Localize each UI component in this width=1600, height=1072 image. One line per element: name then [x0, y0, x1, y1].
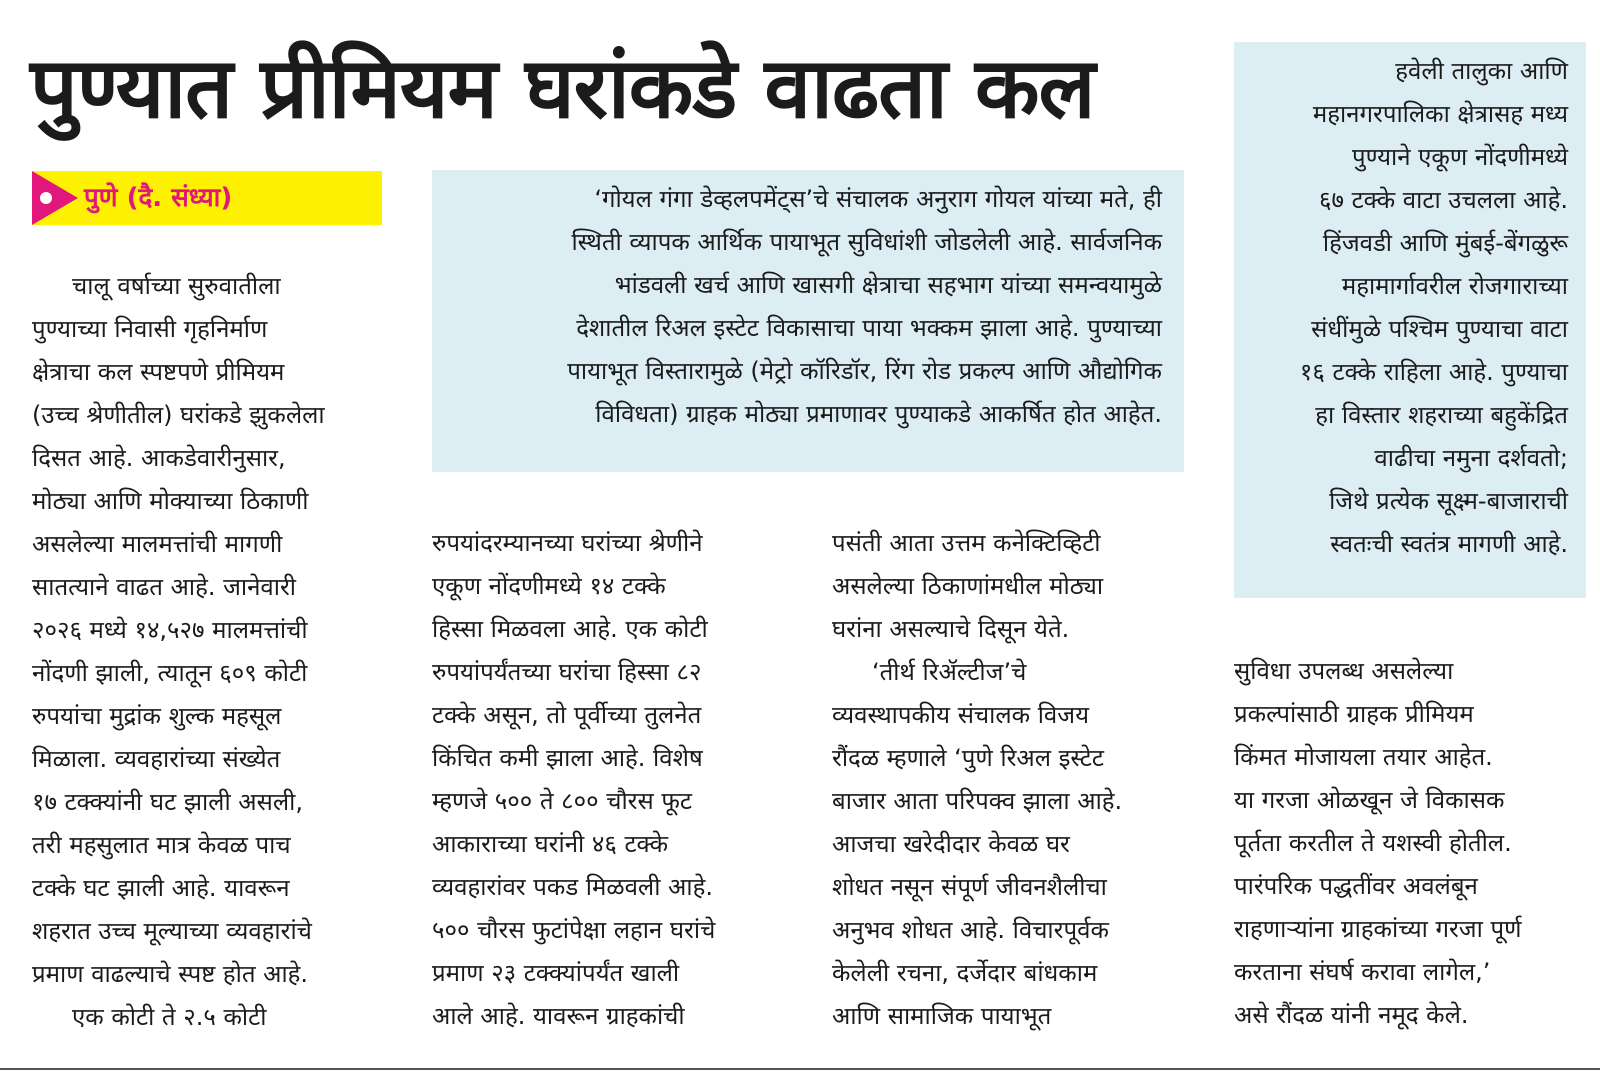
side-line: वाढीचा नमुना दर्शवतो; — [1374, 444, 1568, 472]
paragraph-line: तरी महसुलात मात्र केवळ पाच — [32, 831, 291, 859]
paragraph-line: सुविधा उपलब्ध असलेल्या — [1234, 657, 1454, 685]
paragraph-line: शहरात उच्च मूल्याच्या व्यवहारांचे — [32, 917, 312, 945]
paragraph-line: सातत्याने वाढत आहे. जानेवारी — [32, 573, 297, 601]
side-line: ६७ टक्के वाटा उचलला आहे. — [1318, 186, 1568, 214]
paragraph-line: आले आहे. यावरून ग्राहकांची — [432, 1002, 685, 1030]
paragraph-line: अनुभव शोधत आहे. विचारपूर्वक — [832, 916, 1109, 944]
paragraph-line: शोधत नसून संपूर्ण जीवनशैलीचा — [832, 873, 1107, 901]
paragraph-line: आणि सामाजिक पायाभूत — [832, 1002, 1052, 1030]
paragraph-line: पूर्तता करतील ते यशस्वी होतील. — [1234, 829, 1512, 857]
paragraph-line: केलेली रचना, दर्जेदार बांधकाम — [832, 959, 1098, 987]
column-3 — [832, 522, 1192, 1038]
quote-box-text — [440, 178, 1162, 436]
side-line: महानगरपालिका क्षेत्रासह मध्य — [1312, 100, 1568, 128]
paragraph-line: करताना संघर्ष करावा लागेल,’ — [1234, 958, 1491, 986]
side-line: हवेली तालुका आणि — [1395, 57, 1568, 85]
paragraph-line: (उच्च श्रेणीतील) घरांकडे झुकलेला — [32, 401, 325, 429]
paragraph-line: पसंती आता उत्तम कनेक्टिव्हिटी — [832, 529, 1101, 557]
headline: पुण्यात प्रीमियम घरांकडे वाढता कल — [30, 39, 1095, 137]
paragraph-line: ‘तीर्थ रिॲल्टीज’चे — [872, 658, 1027, 686]
paragraph-line: टक्के घट झाली आहे. यावरून — [32, 874, 290, 902]
quote-line: ‘गोयल गंगा डेव्हलपमेंट्स’चे संचालक अनुराग गोयल यांच्या मते, ही — [594, 185, 1162, 213]
paragraph-line: या गरजा ओळखून जे विकासक — [1234, 786, 1505, 814]
paragraph-line: नोंदणी झाली, त्यातून ६०९ कोटी — [32, 659, 308, 687]
quote-line: पायाभूत विस्तारामुळे (मेट्रो कॉरिडॉर, रिंग रोड प्रकल्प आणि औद्योगिक — [567, 357, 1162, 385]
paragraph-line: व्यवस्थापकीय संचालक विजय — [832, 701, 1090, 729]
paragraph-line: टक्के असून, तो पूर्वीच्या तुलनेत — [432, 701, 702, 729]
byline: पुणे (दै. संध्या) — [84, 183, 233, 213]
paragraph-line: किंचित कमी झाला आहे. विशेष — [432, 744, 703, 772]
quote-line: भांडवली खर्च आणि खासगी क्षेत्राचा सहभाग यांच्या समन्वयामुळे — [614, 271, 1162, 299]
column-2 — [432, 522, 792, 1038]
paragraph-line: रुपयांचा मुद्रांक शुल्क महसूल — [32, 702, 282, 730]
paragraph-line: असलेल्या ठिकाणांमधील मोठ्या — [832, 572, 1104, 600]
paragraph-line: बाजार आता परिपक्व झाला आहे. — [832, 787, 1123, 815]
paragraph-line: असलेल्या मालमत्तांची मागणी — [32, 530, 283, 558]
side-line: हा विस्तार शहराच्या बहुकेंद्रित — [1315, 401, 1568, 429]
paragraph-line: किंमत मोजायला तयार आहेत. — [1234, 743, 1493, 771]
paragraph-line: पारंपरिक पद्धतींवर अवलंबून — [1234, 872, 1478, 900]
bottom-rule — [0, 1068, 1600, 1070]
column-1 — [32, 265, 392, 1039]
paragraph-line: घरांना असल्याचे दिसून येते. — [832, 615, 1070, 643]
paragraph-line: रुपयांपर्यंतच्या घरांचा हिस्सा ८२ — [432, 658, 702, 686]
paragraph-line: प्रमाण २३ टक्क्यांपर्यंत खाली — [432, 959, 680, 987]
paragraph-line: हिस्सा मिळवला आहे. एक कोटी — [432, 615, 708, 643]
quote-line: स्थिती व्यापक आर्थिक पायाभूत सुविधांशी जोडलेली आहे. सार्वजनिक — [571, 228, 1162, 256]
side-line: महामार्गावरील रोजगाराच्या — [1341, 272, 1568, 300]
paragraph-line: राहणाऱ्यांना ग्राहकांच्या गरजा पूर्ण — [1234, 915, 1522, 943]
paragraph-line: व्यवहारांवर पकड मिळवली आहे. — [432, 873, 713, 901]
play-arrow-icon — [32, 171, 84, 225]
column-4 — [1234, 650, 1594, 1037]
paragraph-line: आजचा खरेदीदार केवळ घर — [832, 830, 1070, 858]
paragraph-line: चालू वर्षाच्या सुरुवातीला — [72, 272, 281, 300]
paragraph-line: असे रौंदळ यांनी नमूद केले. — [1234, 1001, 1469, 1029]
side-line: १६ टक्के राहिला आहे. पुण्याचा — [1299, 358, 1568, 386]
side-line: स्वतःची स्वतंत्र मागणी आहे. — [1330, 530, 1568, 558]
paragraph-line: २०२६ मध्ये १४,५२७ मालमत्तांची — [32, 616, 308, 644]
paragraph-line: क्षेत्राचा कल स्पष्टपणे प्रीमियम — [32, 358, 285, 386]
paragraph-line: म्हणजे ५०० ते ८०० चौरस फूट — [432, 787, 692, 815]
paragraph-line: ५०० चौरस फुटांपेक्षा लहान घरांचे — [432, 916, 716, 944]
paragraph-line: दिसत आहे. आकडेवारीनुसार, — [32, 444, 286, 472]
paragraph-line: एकूण नोंदणीमध्ये १४ टक्के — [432, 572, 666, 600]
paragraph-line: रौंदळ म्हणाले ‘पुणे रिअल इस्टेट — [832, 744, 1104, 772]
side-box-text — [1240, 50, 1568, 566]
paragraph-line: पुण्याच्या निवासी गृहनिर्माण — [32, 315, 268, 343]
paragraph-line: मोठ्या आणि मोक्याच्या ठिकाणी — [32, 487, 309, 515]
side-line: हिंजवडी आणि मुंबई-बेंगळुरू — [1322, 229, 1568, 257]
paragraph-line: मिळाला. व्यवहारांच्या संख्येत — [32, 745, 281, 773]
side-line: संधींमुळे पश्चिम पुण्याचा वाटा — [1311, 315, 1568, 343]
byline-bar — [32, 171, 382, 225]
paragraph-line: १७ टक्क्यांनी घट झाली असली, — [32, 788, 303, 816]
paragraph-line: प्रमाण वाढल्याचे स्पष्ट होत आहे. — [32, 960, 309, 988]
side-line: जिथे प्रत्येक सूक्ष्म-बाजाराची — [1329, 487, 1568, 515]
paragraph-line: आकाराच्या घरांनी ४६ टक्के — [432, 830, 669, 858]
paragraph-line: एक कोटी ते २.५ कोटी — [72, 1003, 267, 1031]
quote-line: देशातील रिअल इस्टेट विकासाचा पाया भक्कम झाला आहे. पुण्याच्या — [576, 314, 1162, 342]
paragraph-line: रुपयांदरम्यानच्या घरांच्या श्रेणीने — [432, 529, 703, 557]
paragraph-line: प्रकल्पांसाठी ग्राहक प्रीमियम — [1234, 700, 1474, 728]
quote-line: विविधता) ग्राहक मोठ्या प्रमाणावर पुण्याकडे आकर्षित होत आहेत. — [595, 400, 1162, 428]
side-line: पुण्याने एकूण नोंदणीमध्ये — [1352, 143, 1568, 171]
